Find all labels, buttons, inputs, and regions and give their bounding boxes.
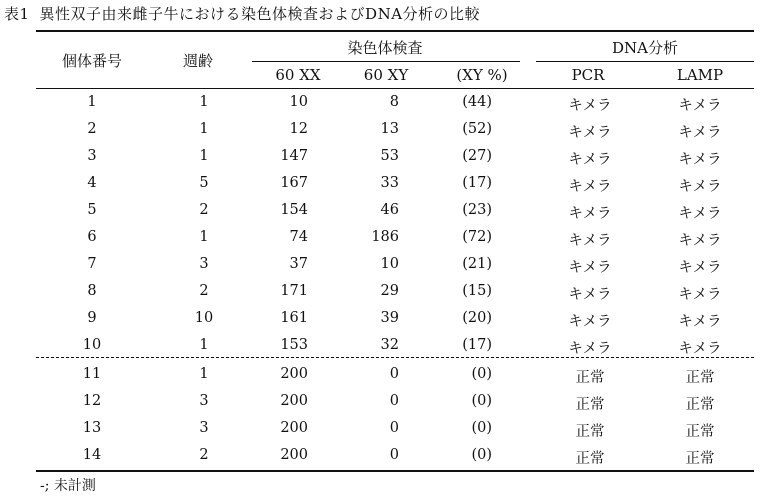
cell-xy: 10	[380, 256, 399, 272]
cell-individual: 2	[87, 121, 97, 137]
header-age: 週齢	[182, 52, 214, 70]
cell-xy: 29	[380, 283, 399, 299]
cell-age: 1	[199, 94, 209, 110]
cell-xy-pct: (0)	[471, 420, 492, 436]
header-xx: 60 XX	[275, 66, 321, 84]
cell-age: 2	[199, 283, 209, 299]
dna-group-rule	[536, 61, 754, 62]
cell-pcr: キメラ	[568, 152, 612, 168]
cell-xy: 186	[371, 229, 399, 245]
chromosome-group-rule	[252, 61, 520, 62]
cell-lamp: キメラ	[678, 260, 722, 276]
cell-lamp: キメラ	[678, 98, 722, 114]
cell-xx: 10	[289, 94, 308, 110]
cell-xy-pct: (72)	[462, 229, 492, 245]
cell-xy-pct: (17)	[462, 337, 492, 353]
cell-age: 1	[199, 148, 209, 164]
cell-xy: 39	[380, 310, 399, 326]
header-individual: 個体番号	[61, 52, 123, 70]
cell-xy-pct: (27)	[462, 148, 492, 164]
cell-xx: 171	[280, 283, 308, 299]
cell-pcr: 正常	[575, 451, 605, 467]
cell-individual: 6	[87, 229, 97, 245]
bottom-rule	[36, 470, 754, 472]
header-rule	[36, 88, 754, 89]
cell-pcr: キメラ	[568, 206, 612, 222]
cell-individual: 8	[87, 283, 97, 299]
cell-lamp: キメラ	[678, 206, 722, 222]
cell-pcr: 正常	[575, 424, 605, 440]
cell-individual: 14	[82, 447, 102, 463]
cell-xy: 8	[389, 94, 399, 110]
cell-individual: 1	[87, 94, 97, 110]
cell-xy-pct: (20)	[462, 310, 492, 326]
cell-individual: 4	[87, 175, 97, 191]
header-chromosome: 染色体検査	[347, 39, 423, 57]
cell-lamp: キメラ	[678, 152, 722, 168]
cell-xx: 161	[280, 310, 308, 326]
cell-lamp: 正常	[685, 397, 715, 413]
cell-xy-pct: (15)	[462, 283, 492, 299]
cell-age: 2	[199, 447, 209, 463]
cell-age: 3	[199, 256, 209, 272]
cell-xx: 12	[289, 121, 308, 137]
cell-pcr: キメラ	[568, 125, 612, 141]
cell-lamp: 正常	[685, 370, 715, 386]
table-caption: 異性双子由来雌子牛における染色体検査およびDNA分析の比較	[39, 5, 481, 23]
cell-age: 1	[199, 229, 209, 245]
table-title	[4, 3, 480, 24]
cell-age: 5	[199, 175, 209, 191]
cell-xy-pct: (0)	[471, 447, 492, 463]
cell-age: 2	[199, 202, 209, 218]
cell-age: 10	[194, 310, 214, 326]
cell-pcr: キメラ	[568, 179, 612, 195]
cell-xy: 32	[380, 337, 399, 353]
cell-age: 1	[199, 337, 209, 353]
cell-xy: 0	[389, 420, 399, 436]
cell-pcr: 正常	[575, 397, 605, 413]
cell-xx: 200	[280, 420, 308, 436]
footnote: -; 未計測	[40, 478, 96, 494]
cell-lamp: キメラ	[678, 179, 722, 195]
cell-xy: 53	[380, 148, 399, 164]
cell-individual: 10	[82, 337, 102, 353]
cell-lamp: 正常	[685, 424, 715, 440]
cell-xy: 0	[389, 393, 399, 409]
cell-individual: 12	[82, 393, 102, 409]
header-xy: 60 XY	[363, 66, 409, 84]
cell-xy-pct: (23)	[462, 202, 492, 218]
cell-xy: 46	[380, 202, 399, 218]
header-dna: DNA分析	[612, 39, 678, 57]
cell-individual: 3	[87, 148, 97, 164]
cell-age: 3	[199, 393, 209, 409]
cell-xy-pct: (17)	[462, 175, 492, 191]
table-number: 表1	[4, 5, 30, 23]
cell-pcr: キメラ	[568, 233, 612, 249]
cell-lamp: キメラ	[678, 233, 722, 249]
cell-pcr: キメラ	[568, 314, 612, 330]
cell-individual: 13	[82, 420, 102, 436]
cell-lamp: 正常	[685, 451, 715, 467]
top-rule	[36, 30, 754, 32]
cell-age: 1	[199, 121, 209, 137]
cell-xy-pct: (21)	[462, 256, 492, 272]
cell-xy-pct: (52)	[462, 121, 492, 137]
cell-pcr: 正常	[575, 370, 605, 386]
cell-age: 1	[199, 366, 209, 382]
cell-pcr: キメラ	[568, 260, 612, 276]
cell-xx: 147	[280, 148, 308, 164]
cell-pcr: キメラ	[568, 341, 612, 357]
cell-xy: 13	[380, 121, 399, 137]
cell-lamp: キメラ	[678, 341, 722, 357]
cell-xy-pct: (0)	[471, 393, 492, 409]
header-xy-pct: (XY %)	[456, 66, 508, 84]
cell-xx: 200	[280, 366, 308, 382]
cell-individual: 11	[82, 366, 102, 382]
cell-xy: 33	[380, 175, 399, 191]
cell-xy-pct: (44)	[462, 94, 492, 110]
header-lamp: LAMP	[676, 66, 724, 84]
cell-lamp: キメラ	[678, 314, 722, 330]
header-pcr: PCR	[571, 66, 605, 84]
cell-xy-pct: (0)	[471, 366, 492, 382]
cell-xy: 0	[389, 447, 399, 463]
cell-lamp: キメラ	[678, 287, 722, 303]
cell-pcr: キメラ	[568, 98, 612, 114]
cell-xy: 0	[389, 366, 399, 382]
cell-pcr: キメラ	[568, 287, 612, 303]
cell-individual: 5	[87, 202, 97, 218]
cell-xx: 200	[280, 393, 308, 409]
cell-xx: 74	[289, 229, 308, 245]
cell-xx: 200	[280, 447, 308, 463]
cell-xx: 167	[280, 175, 308, 191]
cell-individual: 9	[87, 310, 97, 326]
cell-individual: 7	[87, 256, 97, 272]
cell-lamp: キメラ	[678, 125, 722, 141]
cell-xx: 154	[280, 202, 308, 218]
group-divider-dashed	[36, 357, 754, 358]
cell-xx: 153	[280, 337, 308, 353]
cell-age: 3	[199, 420, 209, 436]
cell-xx: 37	[289, 256, 308, 272]
